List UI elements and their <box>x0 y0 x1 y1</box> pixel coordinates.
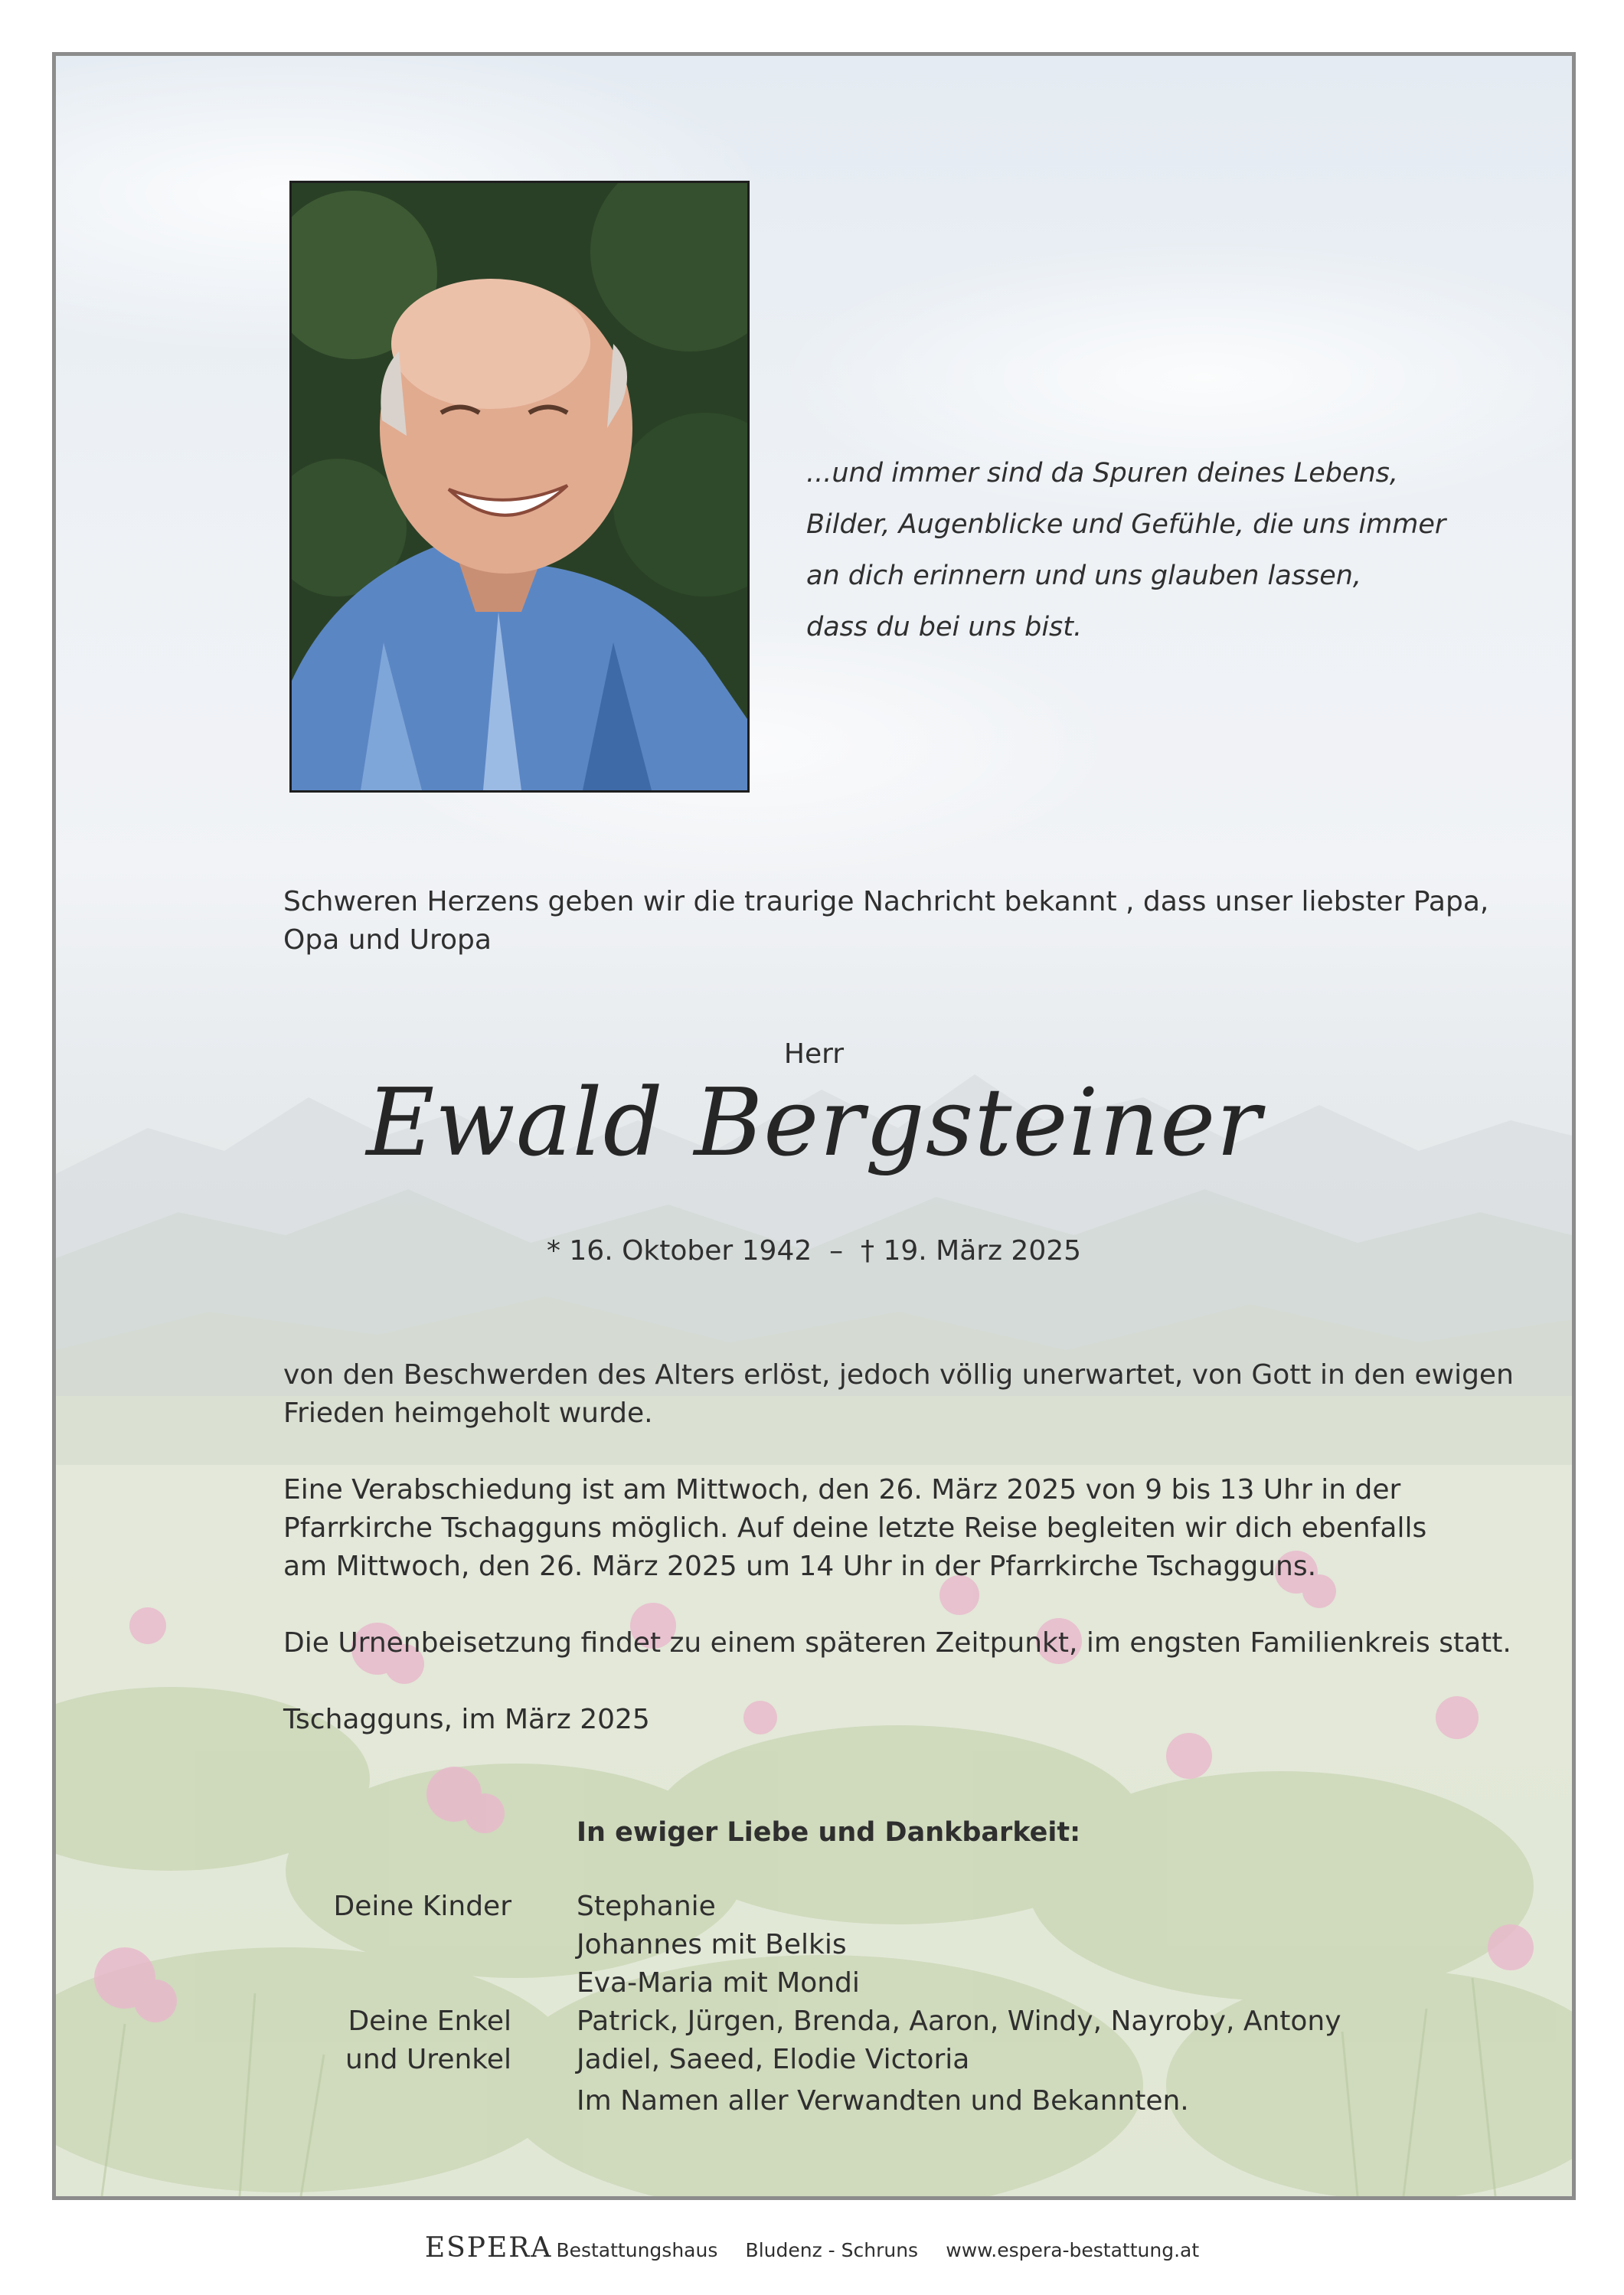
children-name: Johannes mit Belkis <box>577 1929 847 1960</box>
text-line: von den Beschwerden des Alters erlöst, jedoch völlig unerwartet, von Gott in den ewigen <box>283 1359 1514 1391</box>
poem-line: Bilder, Augenblicke und Gefühle, die uns immer <box>806 509 1446 540</box>
salutation: Herr <box>783 1038 845 1070</box>
memorial-poem <box>806 448 1495 653</box>
text-line: Pfarrkirche Tschagguns möglich. Auf deine letzte Reise begleiten wir dich ebenfalls <box>283 1512 1427 1544</box>
paragraph-release <box>283 1356 1547 1433</box>
footer <box>0 2232 1624 2264</box>
children-name: Eva-Maria mit Mondi <box>577 1967 860 1999</box>
poem-line: ...und immer sind da Spuren deines Lebens, <box>806 458 1399 489</box>
great-grandchildren-names: Jadiel, Saeed, Elodie Victoria <box>577 2044 970 2075</box>
grandchildren-label: Deine Enkel <box>348 2006 511 2037</box>
intro-text: Schweren Herzens geben wir die traurige Nachricht bekannt , dass unser liebster Papa, Opa und Uropa <box>283 886 1489 956</box>
family-heading: In ewiger Liebe und Dankbarkeit: <box>577 1817 1081 1848</box>
children-label: Deine Kinder <box>333 1891 511 1922</box>
footer-locations: Bludenz - Schruns <box>745 2239 919 2261</box>
brand-logo: ESPERA <box>424 2232 553 2264</box>
text-line: am Mittwoch, den 26. März 2025 um 14 Uhr in der Pfarrkirche Tschagguns. <box>283 1551 1317 1582</box>
poem-line: dass du bei uns bist. <box>806 612 1083 642</box>
paragraph-farewell <box>283 1471 1547 1586</box>
notice-frame <box>52 52 1576 2200</box>
paragraph-urn-burial: Die Urnenbeisetzung findet zu einem späteren Zeitpunkt, im engsten Familienkreis statt. <box>283 1627 1511 1659</box>
closing-line: Im Namen aller Verwandten und Bekannten. <box>577 2085 1189 2117</box>
brand-suffix: Bestattungshaus <box>556 2239 718 2261</box>
text-line: Frieden heimgeholt wurde. <box>283 1398 653 1429</box>
great-grandchildren-label: und Urenkel <box>345 2044 511 2075</box>
text-line: Eine Verabschiedung ist am Mittwoch, den 26. März 2025 von 9 bis 13 Uhr in der <box>283 1474 1401 1505</box>
poem-line: an dich erinnern und uns glauben lassen, <box>806 561 1362 591</box>
grandchildren-names: Patrick, Jürgen, Brenda, Aaron, Windy, Nayroby, Antony <box>577 2006 1341 2037</box>
life-dates: * 16. Oktober 1942 – † 19. März 2025 <box>546 1235 1082 1267</box>
children-name: Stephanie <box>577 1891 716 1922</box>
portrait-photo <box>289 181 750 793</box>
place-date: Tschagguns, im März 2025 <box>283 1704 650 1735</box>
footer-website-link[interactable]: www.espera-bestattung.at <box>946 2239 1200 2261</box>
deceased-name: Ewald Bergsteiner <box>366 1068 1262 1177</box>
